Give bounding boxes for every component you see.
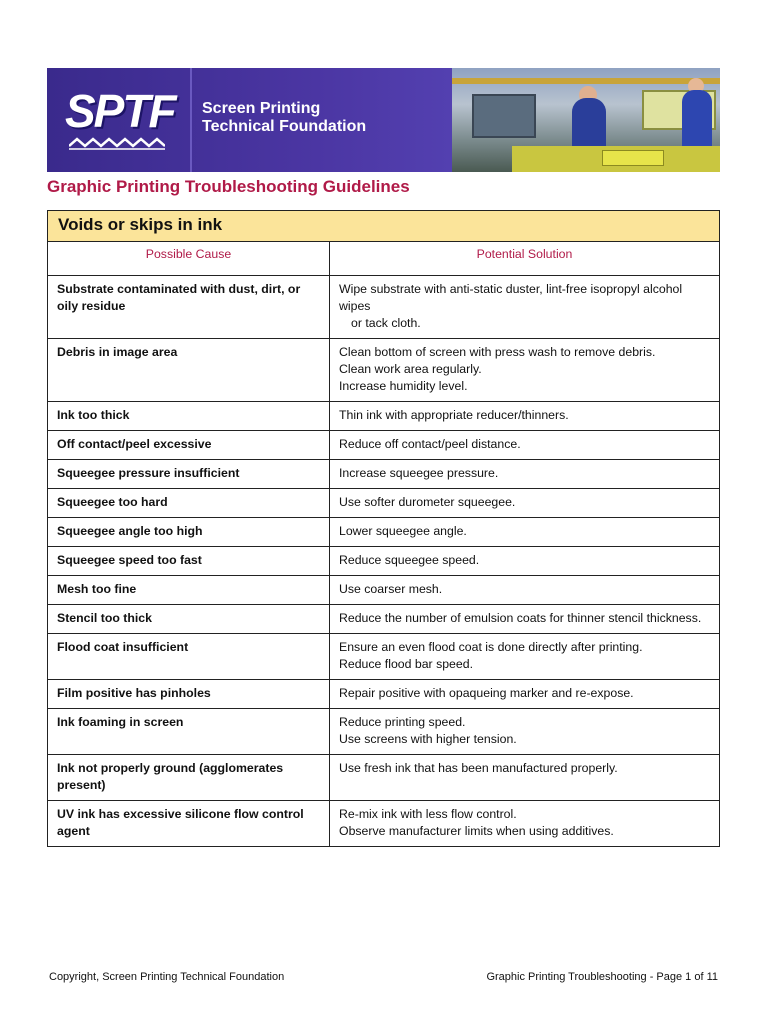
solution-line: Use softer durometer squeegee. bbox=[339, 495, 516, 509]
column-header-row bbox=[48, 242, 720, 276]
solution-cell bbox=[330, 755, 720, 801]
cause-cell: Flood coat insufficient bbox=[48, 634, 330, 680]
header-banner bbox=[47, 68, 720, 172]
solution-cell bbox=[330, 276, 720, 339]
banner-divider bbox=[190, 68, 192, 172]
solution-line: Clean bottom of screen with press wash to remove debris. bbox=[339, 345, 656, 359]
table-row bbox=[48, 431, 720, 460]
cause-cell: Squeegee angle too high bbox=[48, 518, 330, 547]
table-row bbox=[48, 755, 720, 801]
solution-line: Reduce printing speed. bbox=[339, 715, 466, 729]
section-header-row bbox=[48, 211, 720, 242]
solution-cell bbox=[330, 460, 720, 489]
cause-cell: Ink not properly ground (agglomerates present) bbox=[48, 755, 330, 801]
table-row bbox=[48, 339, 720, 402]
footer-copyright: Copyright, Screen Printing Technical Foundation bbox=[49, 971, 285, 983]
solution-line: Increase humidity level. bbox=[339, 379, 468, 393]
cause-cell: Squeegee pressure insufficient bbox=[48, 460, 330, 489]
solution-cell bbox=[330, 801, 720, 847]
workshop-photo bbox=[452, 68, 720, 172]
solution-line: Use coarser mesh. bbox=[339, 582, 443, 596]
logo-text: SPTF bbox=[65, 85, 175, 137]
solution-line: Use fresh ink that has been manufactured properly. bbox=[339, 761, 618, 775]
solution-line: Thin ink with appropriate reducer/thinners. bbox=[339, 408, 569, 422]
cause-cell: Squeegee speed too fast bbox=[48, 547, 330, 576]
solution-line: Use screens with higher tension. bbox=[339, 732, 517, 746]
solution-cell bbox=[330, 489, 720, 518]
solution-line: Ensure an even flood coat is done directly after printing. bbox=[339, 640, 643, 654]
cause-cell: Ink too thick bbox=[48, 402, 330, 431]
cause-cell: Stencil too thick bbox=[48, 605, 330, 634]
troubleshooting-table bbox=[47, 210, 720, 847]
cause-cell: Squeegee too hard bbox=[48, 489, 330, 518]
solution-cell bbox=[330, 547, 720, 576]
table-row bbox=[48, 709, 720, 755]
solution-line: Increase squeegee pressure. bbox=[339, 466, 499, 480]
solution-cell bbox=[330, 605, 720, 634]
solution-line: Re-mix ink with less flow control. bbox=[339, 807, 517, 821]
table-row bbox=[48, 680, 720, 709]
table-row bbox=[48, 547, 720, 576]
table-row bbox=[48, 518, 720, 547]
solution-line: Reduce flood bar speed. bbox=[339, 657, 473, 671]
solution-line: Wipe substrate with anti-static duster, lint-free isopropyl alcohol wipes bbox=[339, 282, 683, 313]
cause-cell: Film positive has pinholes bbox=[48, 680, 330, 709]
logo-zigzag-icon bbox=[69, 136, 165, 150]
solution-cell bbox=[330, 518, 720, 547]
solution-line: Lower squeegee angle. bbox=[339, 524, 467, 538]
solution-cell bbox=[330, 576, 720, 605]
solution-line: Clean work area regularly. bbox=[339, 362, 482, 376]
cause-cell: Ink foaming in screen bbox=[48, 709, 330, 755]
table-row bbox=[48, 402, 720, 431]
solution-line: Reduce the number of emulsion coats for thinner stencil thickness. bbox=[339, 611, 702, 625]
solution-cell bbox=[330, 634, 720, 680]
header-possible-cause: Possible Cause bbox=[48, 242, 330, 276]
solution-line: Observe manufacturer limits when using additives. bbox=[339, 824, 614, 838]
solution-cell bbox=[330, 431, 720, 460]
table-row bbox=[48, 276, 720, 339]
table-row bbox=[48, 605, 720, 634]
solution-line: Repair positive with opaqueing marker and re-expose. bbox=[339, 686, 634, 700]
table-row bbox=[48, 576, 720, 605]
table-row bbox=[48, 801, 720, 847]
solution-cell bbox=[330, 680, 720, 709]
solution-cell bbox=[330, 339, 720, 402]
solution-line: Reduce off contact/peel distance. bbox=[339, 437, 521, 451]
sptf-logo bbox=[65, 84, 185, 160]
org-line-1: Screen Printing bbox=[202, 100, 321, 117]
org-line-2: Technical Foundation bbox=[202, 118, 367, 135]
cause-cell: Mesh too fine bbox=[48, 576, 330, 605]
solution-cell bbox=[330, 709, 720, 755]
solution-line: or tack cloth. bbox=[351, 316, 421, 330]
table-row bbox=[48, 489, 720, 518]
organization-name bbox=[202, 100, 366, 136]
table-row bbox=[48, 634, 720, 680]
solution-cell bbox=[330, 402, 720, 431]
cause-cell: UV ink has excessive silicone flow control agent bbox=[48, 801, 330, 847]
footer-page-number: Graphic Printing Troubleshooting - Page 1 of 11 bbox=[486, 971, 718, 983]
section-title: Voids or skips in ink bbox=[48, 211, 720, 242]
table-row bbox=[48, 460, 720, 489]
document-title: Graphic Printing Troubleshooting Guidelines bbox=[47, 177, 410, 196]
cause-cell: Debris in image area bbox=[48, 339, 330, 402]
cause-cell: Substrate contaminated with dust, dirt, or oily residue bbox=[48, 276, 330, 339]
solution-line: Reduce squeegee speed. bbox=[339, 553, 480, 567]
header-potential-solution: Potential Solution bbox=[330, 242, 720, 276]
cause-cell: Off contact/peel excessive bbox=[48, 431, 330, 460]
